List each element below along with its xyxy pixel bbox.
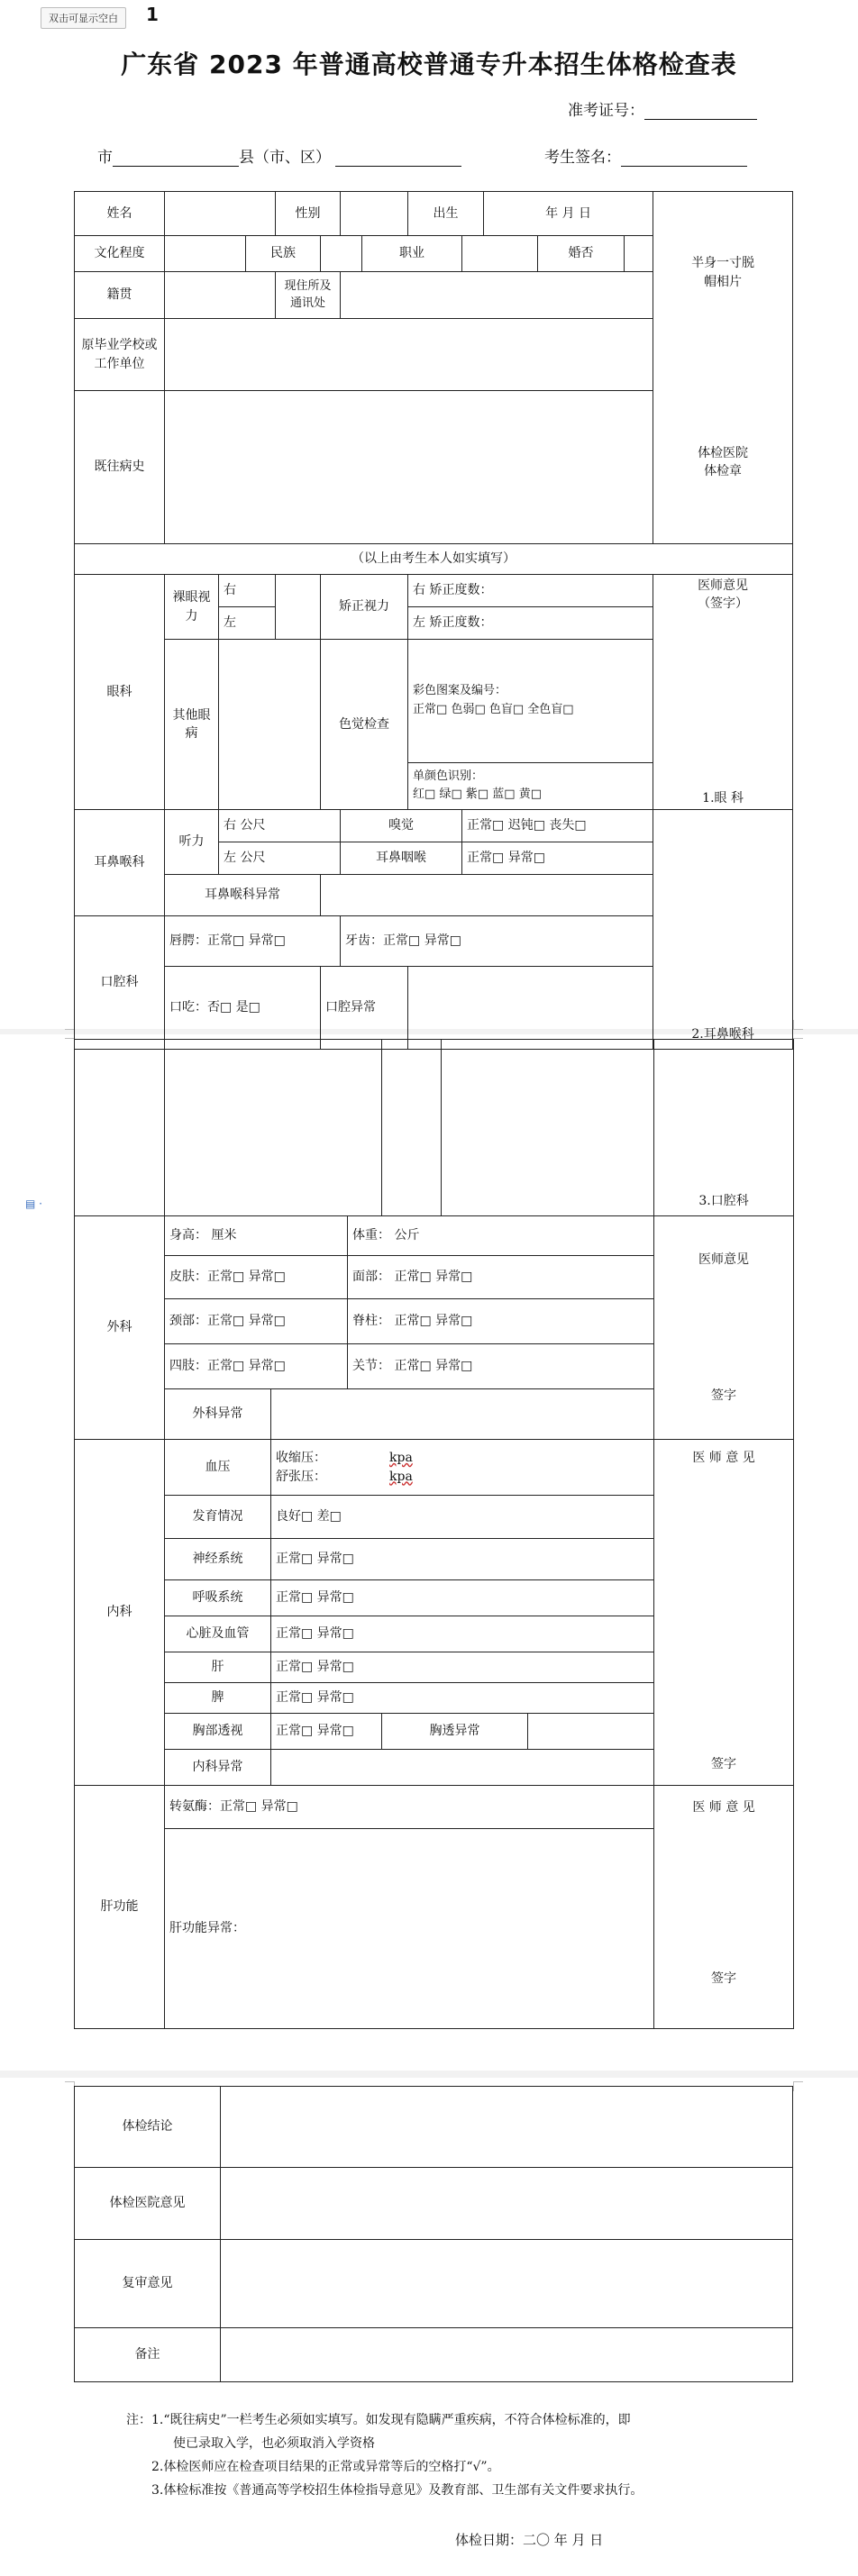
right-corrected-field[interactable]: 右 矫正度数： <box>408 575 653 607</box>
weight-field[interactable]: 体重： 公斤 <box>348 1216 654 1256</box>
throat-label: 耳鼻咽喉 <box>341 842 462 874</box>
history-label: 既往病史 <box>75 391 165 544</box>
doctor-opinion-label: 医 师 意 见 <box>692 1451 755 1465</box>
heart-options[interactable]: 正常□ 异常□ <box>271 1616 654 1652</box>
attachment-number: 1 <box>146 4 159 25</box>
address-label: 现住所及通讯处 <box>276 272 341 319</box>
gender-label: 性别 <box>276 192 341 236</box>
limbs-options[interactable]: 四肢：正常□ 异常□ <box>165 1344 348 1389</box>
doctor-opinion-ent <box>653 809 793 1049</box>
throat-options[interactable]: 正常□ 异常□ <box>462 842 653 874</box>
section-oral-label: 3.口腔科 <box>698 1193 749 1208</box>
exam-form-page-3 <box>74 2086 793 2382</box>
surgery-section-label: 外科 <box>75 1216 165 1440</box>
school-label: 原毕业学校或工作单位 <box>75 319 165 391</box>
oral-continued-field[interactable] <box>442 1040 654 1216</box>
job-field[interactable] <box>462 236 538 272</box>
oral-continued-field[interactable] <box>382 1040 442 1216</box>
oral-continued <box>75 1040 165 1216</box>
city-label: 市 <box>97 149 113 167</box>
liver-options[interactable]: 正常□ 异常□ <box>271 1652 654 1683</box>
ent-abnormal-label: 耳鼻喉科异常 <box>165 874 321 915</box>
color-pattern-label: 彩色图案及编号： <box>413 684 507 698</box>
smell-options[interactable]: 正常□ 迟钝□ 丧失□ <box>462 809 653 842</box>
naked-vision-label: 裸眼视力 <box>165 575 219 640</box>
note-1a: 注：1.“既往病史”一栏考生必须如实填写。如发现有隐瞒严重疾病，不符合体检标准的，即 <box>126 2413 631 2427</box>
sign-label: 签字 <box>711 1971 737 1987</box>
signature-label: 考生签名： <box>544 149 621 167</box>
heart-label: 心脏及血管 <box>165 1616 271 1652</box>
birth-field[interactable]: 年 月 日 <box>484 192 653 236</box>
surgery-abnormal-label: 外科异常 <box>165 1389 271 1440</box>
diastolic-label: 舒张压： <box>276 1469 326 1484</box>
notes <box>126 2408 793 2502</box>
exam-form-page-1 <box>74 191 793 1050</box>
oral-abnormal-label: 口腔异常 <box>321 966 408 1049</box>
hearing-label: 听力 <box>165 809 219 874</box>
exam-number-line <box>568 97 757 120</box>
exam-form-page-2 <box>74 1039 794 2029</box>
internal-section-label: 内科 <box>75 1440 165 1786</box>
conclusion-label: 体检结论 <box>75 2087 221 2168</box>
color-test-label: 色觉检查 <box>321 640 408 810</box>
name-label: 姓名 <box>75 192 165 236</box>
other-eye-label: 其他眼病 <box>165 640 219 810</box>
oral-section-label: 口腔科 <box>75 915 165 1049</box>
doctor-opinion-internal <box>654 1440 794 1786</box>
page-separator <box>0 2071 858 2078</box>
diastolic-unit: kpa <box>389 1469 413 1484</box>
nerve-options[interactable]: 正常□ 异常□ <box>271 1539 654 1580</box>
section-ent-label: 2.耳鼻喉科 <box>691 1026 754 1042</box>
doctor-opinion-liver <box>654 1786 794 2029</box>
county-label: 县（市、区） <box>239 149 331 167</box>
color-pattern-cell[interactable] <box>408 640 653 763</box>
color-pattern-options[interactable]: 正常□ 色弱□ 色盲□ 全色盲□ <box>413 702 574 716</box>
hospital-seal-label: 体检医院体检章 <box>698 446 749 479</box>
left-hearing-field[interactable]: 左 公尺 <box>219 842 341 874</box>
alt-options[interactable]: 转氨酶：正常□ 异常□ <box>165 1786 654 1829</box>
native-field[interactable] <box>165 272 276 319</box>
liver-abnormal-field[interactable]: 肝功能异常： <box>165 1829 654 2029</box>
corner-mark <box>793 1020 803 1030</box>
remark-label: 备注 <box>75 2328 221 2382</box>
joints-options[interactable]: 关节： 正常□ 异常□ <box>348 1344 654 1389</box>
page-title: 广东省 2023 年普通高校普通专升本招生体格检查表 <box>121 50 737 79</box>
city-field[interactable] <box>113 150 239 167</box>
birth-label: 出生 <box>408 192 484 236</box>
chest-abnormal-label: 胸透异常 <box>382 1714 528 1750</box>
skin-options[interactable]: 皮肤：正常□ 异常□ <box>165 1256 348 1299</box>
note-1b: 使已录取入学，也必须取消入学资格 <box>173 2436 375 2451</box>
name-field[interactable] <box>165 192 276 236</box>
other-eye-field[interactable] <box>219 640 321 810</box>
gender-field[interactable] <box>341 192 408 236</box>
doctor-opinion-surgery <box>654 1216 794 1440</box>
section-eye-label: 1.眼 科 <box>702 790 744 806</box>
development-options[interactable]: 良好□ 差□ <box>271 1496 654 1539</box>
development-label: 发育情况 <box>165 1496 271 1539</box>
internal-abnormal-field[interactable] <box>271 1750 654 1786</box>
doctor-opinion-oral <box>654 1040 794 1216</box>
bp-label: 血压 <box>165 1440 271 1496</box>
corner-mark <box>793 2081 803 2091</box>
history-field[interactable] <box>165 391 653 544</box>
single-color-label: 单颜色识别： <box>413 769 484 783</box>
document-icon[interactable]: ▤ · <box>25 1197 42 1210</box>
note-3: 3.体检标准按《普通高等学校招生体检指导意见》及教育部、卫生部有关文件要求执行。 <box>151 2483 644 2498</box>
county-field[interactable] <box>335 150 461 167</box>
spine-options[interactable]: 脊柱： 正常□ 异常□ <box>348 1299 654 1344</box>
native-label: 籍贯 <box>75 272 165 319</box>
review-field[interactable] <box>221 2240 793 2328</box>
bp-field[interactable] <box>271 1440 654 1496</box>
chest-xray-label: 胸部透视 <box>165 1714 271 1750</box>
exam-date: 体检日期：二〇 年 月 日 <box>455 2532 604 2548</box>
remark-field[interactable] <box>221 2328 793 2382</box>
signature-line <box>544 144 747 167</box>
tooltip[interactable]: 双击可显示空白 <box>41 7 126 29</box>
naked-right-label: 右 <box>219 575 276 607</box>
school-field[interactable] <box>165 319 653 391</box>
doctor-opinion-eye <box>653 575 793 810</box>
marriage-label: 婚否 <box>538 236 625 272</box>
internal-abnormal-label: 内科异常 <box>165 1750 271 1786</box>
hospital-opinion-label: 体检医院意见 <box>75 2168 221 2240</box>
exam-number-field[interactable] <box>644 103 757 120</box>
education-label: 文化程度 <box>75 236 165 272</box>
lip-options[interactable]: 唇腭：正常□ 异常□ <box>165 915 341 966</box>
corner-mark <box>793 1038 803 1048</box>
doctor-opinion-label: 医 师 意 见 <box>692 1800 755 1815</box>
teeth-options[interactable]: 牙齿：正常□ 异常□ <box>341 915 653 966</box>
stutter-options[interactable]: 口吃：否□ 是□ <box>165 966 321 1049</box>
single-color-cell[interactable] <box>408 762 653 809</box>
oral-abnormal-field[interactable] <box>408 966 653 1049</box>
ethnic-field[interactable] <box>321 236 362 272</box>
right-hearing-field[interactable]: 右 公尺 <box>219 809 341 842</box>
naked-left-label: 左 <box>219 607 276 640</box>
nerve-label: 神经系统 <box>165 1539 271 1580</box>
oral-continued-field[interactable] <box>165 1040 382 1216</box>
smell-label: 嗅觉 <box>341 809 462 842</box>
education-field[interactable] <box>165 236 246 272</box>
doctor-opinion-label: 医师意见 <box>698 1252 750 1268</box>
surgery-abnormal-field[interactable] <box>271 1389 654 1440</box>
job-label: 职业 <box>362 236 462 272</box>
review-label: 复审意见 <box>75 2240 221 2328</box>
eye-section-label: 眼科 <box>75 575 165 810</box>
single-color-options[interactable]: 红□ 绿□ 紫□ 蓝□ 黄□ <box>413 787 542 802</box>
note-2: 2.体检医师应在检查项目结果的正常或异常等后的空格打“√”。 <box>151 2460 500 2474</box>
self-fill-note: （以上由考生本人如实填写） <box>75 544 793 575</box>
spleen-options[interactable]: 正常□ 异常□ <box>271 1683 654 1714</box>
conclusion-field[interactable] <box>221 2087 793 2168</box>
spleen-label: 脾 <box>165 1683 271 1714</box>
address-field[interactable] <box>341 272 653 319</box>
photo-label: 半身一寸脱帽相片 <box>691 256 755 289</box>
sign-label: 签字 <box>711 1388 737 1403</box>
hospital-opinion-field[interactable] <box>221 2168 793 2240</box>
systolic-unit: kpa <box>389 1451 413 1466</box>
left-corrected-field[interactable]: 左 矫正度数： <box>408 607 653 640</box>
liver-label: 肝 <box>165 1652 271 1683</box>
exam-number-label: 准考证号： <box>568 102 644 120</box>
naked-right-field[interactable] <box>276 575 321 640</box>
systolic-label: 收缩压： <box>276 1451 326 1466</box>
doctor-opinion-label: 医师意见（签字） <box>698 578 749 612</box>
face-options[interactable]: 面部： 正常□ 异常□ <box>348 1256 654 1299</box>
height-field[interactable]: 身高： 厘米 <box>165 1216 348 1256</box>
sign-label: 签字 <box>711 1757 737 1772</box>
neck-options[interactable]: 颈部：正常□ 异常□ <box>165 1299 348 1344</box>
location-line <box>97 144 461 167</box>
liver-func-section-label: 肝功能 <box>75 1786 165 2029</box>
chest-abnormal-field[interactable] <box>528 1714 654 1750</box>
respiratory-options[interactable]: 正常□ 异常□ <box>271 1580 654 1616</box>
chest-xray-options[interactable]: 正常□ 异常□ <box>271 1714 382 1750</box>
ethnic-label: 民族 <box>246 236 321 272</box>
signature-field[interactable] <box>621 150 747 167</box>
ent-section-label: 耳鼻喉科 <box>75 809 165 915</box>
ent-abnormal-field[interactable] <box>321 874 653 915</box>
corrected-vision-label: 矫正视力 <box>321 575 408 640</box>
respiratory-label: 呼吸系统 <box>165 1580 271 1616</box>
